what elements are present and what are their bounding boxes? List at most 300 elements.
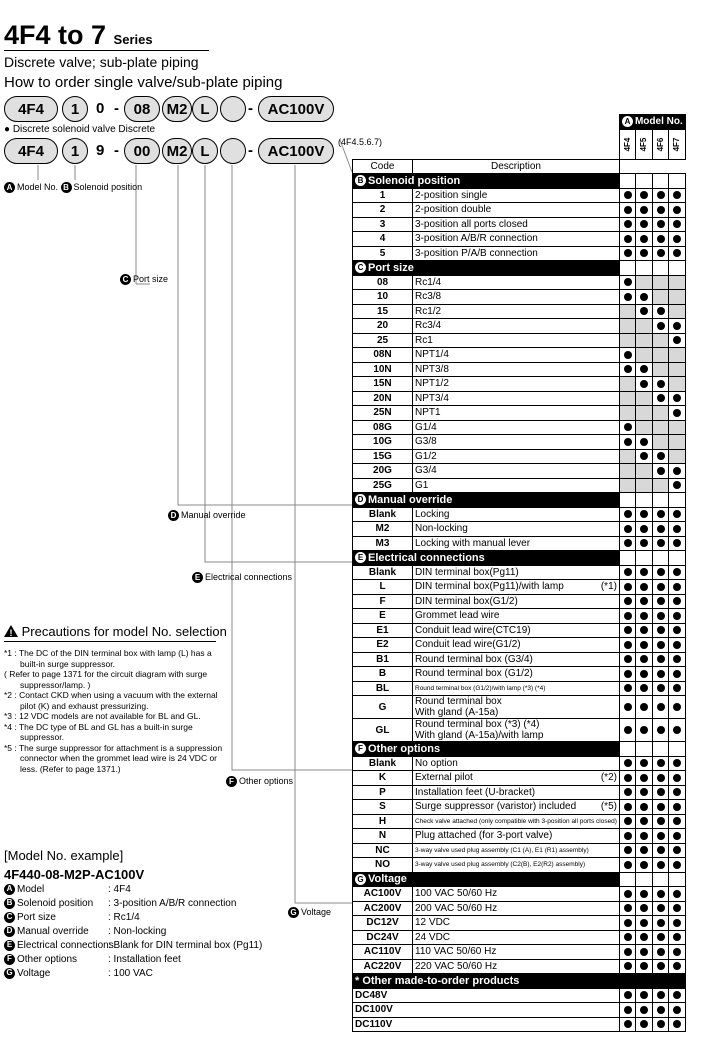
- available-dot: [640, 962, 648, 970]
- availability-cell: [636, 449, 652, 464]
- available-dot: [624, 933, 632, 941]
- note: *4 : The DC type of BL and GL has a built-in surge suppressor.: [4, 721, 193, 742]
- available-dot: [640, 293, 648, 301]
- available-dot: [657, 832, 665, 840]
- order-code-table: A Model No. 4F4 4F5 4F6 4F7 Code Description B Solenoid position 1 2-position single 2 2-position double 3 3-position all ports closed 4 3-position A/B/R connection 5 3-position P/A/B connection C Port size 08 Rc1/4 10 Rc3/8 15 Rc1/2 20 Rc3/4 25 Rc1 08N NPT1/4 10N NPT3/8 15N NPT1/2 20N NPT3/4 25N NPT1 08G G1/4 10G G3/8 15G G1/2 20G G3/4 25G G1 D Manual override Blank Locking M2 Non-locking M3 Locking with manual lever E Electrical connections Blank DIN terminal box(Pg11) L DIN terminal box(Pg11)/with lamp (*1) F DIN terminal box(G1/2) E Grommet lead wire E1 Conduit lead wire(CTC19) E2 Conduit lead wire(G1/2) B1 Round terminal box (G3/4) B Round terminal box (G1/2) BL Round terminal box (G1/2)/with lamp (*3) (*4) G Round terminal box With gland (A-15a) GL Round terminal box (*3) (*4) With gland (A-15a)/with lamp F Other options Blank No option K External pilot (*2) P Installation feet (U-bracket) S Surge suppressor (varistor) included (*5) H Check valve attached (only compatible with 3-position all ports closed) N Plug attached (for 3-port valve) NC 3-way valve used plug assembly (C1 (A), E1 (R1) assembly) NO 3-way valve used plug assembly (C2(B), E2(R2) assembly) G Voltage AC100V 100 VAC 50/60 Hz AC200V 200 VAC 50/60 Hz DC12V 12 VDC DC24V 24 VDC AC110V 110 VAC 50/60 Hz AC220V 220 VAC 50/60 Hz * Other made-to-order products DC48V DC100V DC110V: [352, 114, 686, 1032]
- availability-cell: [636, 319, 652, 334]
- availability-cell: [669, 959, 685, 974]
- available-dot: [657, 307, 665, 315]
- available-dot: [673, 788, 681, 796]
- availability-cell: [669, 362, 685, 377]
- available-dot: [624, 991, 632, 999]
- row-description: NPT1/4: [413, 348, 620, 363]
- example-code: 4F440-08-M2P-AC100V: [4, 867, 145, 882]
- section-header: D Manual override: [353, 493, 686, 508]
- availability-cell: [669, 435, 685, 450]
- available-dot: [657, 904, 665, 912]
- availability-cell: [669, 681, 685, 696]
- row-code: Blank: [353, 565, 413, 580]
- available-dot: [657, 1020, 665, 1028]
- available-dot: [640, 919, 648, 927]
- availability-cell: [669, 304, 685, 319]
- table-row: [353, 756, 686, 771]
- availability-cell: [636, 377, 652, 392]
- section-header: G Voltage: [353, 872, 686, 887]
- how-to-order-heading: How to order single valve/sub-plate piping: [4, 74, 283, 91]
- available-dot: [673, 948, 681, 956]
- row-description: NPT1: [413, 406, 620, 421]
- table-row: [353, 507, 686, 522]
- row-description: Round terminal box (G1/2): [413, 667, 620, 682]
- available-dot: [657, 452, 665, 460]
- availability-cell: [652, 945, 668, 960]
- availability-cell: [636, 478, 652, 493]
- available-dot: [624, 423, 632, 431]
- table-row: [353, 246, 686, 261]
- availability-cell: [619, 945, 635, 960]
- available-dot: [657, 933, 665, 941]
- availability-cell: [669, 756, 685, 771]
- row-description: DIN terminal box(Pg11)/with lamp (*1): [413, 580, 620, 595]
- row-code: 20: [353, 319, 413, 334]
- availability-cell: [619, 275, 635, 290]
- row-description: Non-locking: [413, 522, 620, 537]
- available-dot: [624, 962, 632, 970]
- available-dot: [657, 684, 665, 692]
- available-dot: [640, 452, 648, 460]
- available-dot: [657, 655, 665, 663]
- available-dot: [657, 220, 665, 228]
- table-row: [353, 449, 686, 464]
- row-code: AC220V: [353, 959, 413, 974]
- row-code: G: [353, 696, 413, 719]
- available-dot: [624, 278, 632, 286]
- row-description: Round terminal box (G1/2)/with lamp (*3) (*4): [413, 681, 620, 696]
- available-dot: [673, 803, 681, 811]
- available-dot: [673, 759, 681, 767]
- available-dot: [657, 1006, 665, 1014]
- option-pill: [220, 96, 246, 122]
- table-row: [353, 580, 686, 595]
- availability-cell: [669, 246, 685, 261]
- available-dot: [624, 788, 632, 796]
- row-code: NC: [353, 843, 413, 858]
- available-dot: [624, 684, 632, 692]
- availability-cell: [669, 858, 685, 873]
- row-description: 12 VDC: [413, 916, 620, 931]
- label-other-options: F Other options: [226, 776, 293, 787]
- available-dot: [673, 919, 681, 927]
- availability-cell: [619, 449, 635, 464]
- available-dot: [624, 670, 632, 678]
- availability-cell: [669, 333, 685, 348]
- availability-cell: [636, 945, 652, 960]
- row-description: NPT1/2: [413, 377, 620, 392]
- availability-cell: [652, 188, 668, 203]
- row-code: P: [353, 785, 413, 800]
- availability-cell: [652, 930, 668, 945]
- table-row: [353, 887, 686, 902]
- availability-cell: [669, 1003, 685, 1018]
- availability-cell: [619, 623, 635, 638]
- availability-cell: [636, 232, 652, 247]
- availability-cell: [619, 362, 635, 377]
- available-dot: [640, 774, 648, 782]
- row-description: No option: [413, 756, 620, 771]
- table-row: [353, 290, 686, 305]
- availability-cell: [619, 188, 635, 203]
- dash: -: [114, 142, 119, 159]
- availability-cell: [636, 246, 652, 261]
- available-dot: [657, 948, 665, 956]
- availability-cell: [636, 988, 652, 1003]
- availability-cell: [636, 652, 652, 667]
- availability-cell: [619, 290, 635, 305]
- availability-cell: [652, 959, 668, 974]
- available-dot: [624, 904, 632, 912]
- available-dot: [657, 962, 665, 970]
- available-dot: [640, 220, 648, 228]
- available-dot: [624, 832, 632, 840]
- availability-cell: [669, 843, 685, 858]
- availability-cell: [652, 623, 668, 638]
- available-dot: [640, 191, 648, 199]
- table-row: [353, 275, 686, 290]
- availability-cell: [636, 814, 652, 829]
- availability-cell: [652, 638, 668, 653]
- availability-cell: [669, 565, 685, 580]
- table-row: [353, 771, 686, 786]
- table-row: [353, 362, 686, 377]
- row-description: 2-position single: [413, 188, 620, 203]
- availability-cell: [619, 246, 635, 261]
- availability-cell: [669, 829, 685, 844]
- available-dot: [673, 336, 681, 344]
- availability-cell: [619, 1003, 635, 1018]
- discrete-label: ● Discrete solenoid valve Discrete: [4, 124, 156, 135]
- model-no-header: A Model No.: [619, 115, 685, 130]
- row-description: DIN terminal box(Pg11): [413, 565, 620, 580]
- solenoid-pill: 1: [62, 96, 88, 122]
- row-description: Rc3/4: [413, 319, 620, 334]
- page-title: 4F4 to 7 Series: [4, 20, 153, 50]
- available-dot: [640, 788, 648, 796]
- available-dot: [640, 583, 648, 591]
- row-description: Rc1/4: [413, 275, 620, 290]
- availability-cell: [636, 275, 652, 290]
- availability-cell: [619, 232, 635, 247]
- available-dot: [673, 206, 681, 214]
- availability-cell: [619, 681, 635, 696]
- available-dot: [624, 597, 632, 605]
- availability-cell: [636, 565, 652, 580]
- precautions-rule: [4, 641, 216, 642]
- available-dot: [640, 380, 648, 388]
- available-dot: [640, 612, 648, 620]
- row-description: G1/2: [413, 449, 620, 464]
- available-dot: [673, 510, 681, 518]
- available-dot: [657, 919, 665, 927]
- availability-cell: [636, 609, 652, 624]
- row-code: DC12V: [353, 916, 413, 931]
- available-dot: [657, 788, 665, 796]
- row-description: Rc1: [413, 333, 620, 348]
- table-body: [353, 159, 686, 1032]
- availability-cell: [652, 435, 668, 450]
- availability-cell: [636, 800, 652, 815]
- row-description: 200 VAC 50/60 Hz: [413, 901, 620, 916]
- available-dot: [673, 670, 681, 678]
- availability-cell: [652, 203, 668, 218]
- note: *5 : The surge suppressor for attachment is a suppression connector when the grommet lead wire is 24 VDC or less. (Refer to page 1371.): [4, 742, 223, 774]
- elec-pill: L: [192, 96, 218, 122]
- row-description: Check valve attached (only compatible with 3-position all ports closed): [413, 814, 620, 829]
- availability-cell: [619, 785, 635, 800]
- available-dot: [673, 409, 681, 417]
- table-row: [353, 188, 686, 203]
- available-dot: [673, 890, 681, 898]
- label-manual-override: D Manual override: [168, 510, 246, 521]
- row-code: 10G: [353, 435, 413, 450]
- availability-cell: [669, 391, 685, 406]
- availability-cell: [636, 522, 652, 537]
- availability-cell: [619, 377, 635, 392]
- availability-cell: [669, 464, 685, 479]
- available-dot: [673, 322, 681, 330]
- availability-cell: [652, 522, 668, 537]
- availability-cell: [669, 638, 685, 653]
- row-description: Grommet lead wire: [413, 609, 620, 624]
- availability-cell: [619, 522, 635, 537]
- row-code: K: [353, 771, 413, 786]
- table-row: [353, 348, 686, 363]
- row-description: Rc1/2: [413, 304, 620, 319]
- table-row: [353, 843, 686, 858]
- row-description: Round terminal box (*3) (*4) With gland (A-15a)/with lamp: [413, 719, 620, 742]
- dash: -: [248, 100, 253, 117]
- availability-cell: [619, 478, 635, 493]
- example-row: F Other options : Installation feet: [4, 953, 262, 967]
- row-code: 5: [353, 246, 413, 261]
- available-dot: [640, 933, 648, 941]
- example-row: E Electrical connections : Blank for DIN terminal box (Pg11): [4, 939, 262, 953]
- availability-cell: [636, 785, 652, 800]
- availability-cell: [669, 580, 685, 595]
- availability-cell: [669, 771, 685, 786]
- availability-cell: [669, 652, 685, 667]
- available-dot: [640, 832, 648, 840]
- availability-cell: [636, 203, 652, 218]
- row-code: AC100V: [353, 887, 413, 902]
- table-row: [353, 945, 686, 960]
- row-code: 20G: [353, 464, 413, 479]
- table-row: [353, 930, 686, 945]
- availability-cell: [652, 580, 668, 595]
- availability-cell: [636, 887, 652, 902]
- available-dot: [624, 803, 632, 811]
- availability-cell: [619, 536, 635, 551]
- available-dot: [673, 832, 681, 840]
- available-dot: [624, 438, 632, 446]
- available-dot: [657, 191, 665, 199]
- availability-cell: [669, 1017, 685, 1032]
- available-dot: [624, 817, 632, 825]
- row-code: 3: [353, 217, 413, 232]
- availability-cell: [619, 916, 635, 931]
- availability-cell: [652, 843, 668, 858]
- table-row: DC100V: [353, 1003, 686, 1018]
- available-dot: [657, 235, 665, 243]
- availability-cell: [619, 829, 635, 844]
- available-dot: [657, 249, 665, 257]
- availability-cell: [652, 887, 668, 902]
- available-dot: [624, 1006, 632, 1014]
- available-dot: [673, 774, 681, 782]
- available-dot: [624, 846, 632, 854]
- available-dot: [640, 206, 648, 214]
- available-dot: [624, 759, 632, 767]
- row-code: Blank: [353, 507, 413, 522]
- table-row: [353, 638, 686, 653]
- available-dot: [640, 438, 648, 446]
- row-code: N: [353, 829, 413, 844]
- availability-cell: [669, 449, 685, 464]
- row-code: 15N: [353, 377, 413, 392]
- availability-cell: [636, 623, 652, 638]
- availability-cell: [669, 348, 685, 363]
- row-code: S: [353, 800, 413, 815]
- row-code: 1: [353, 188, 413, 203]
- availability-cell: [619, 217, 635, 232]
- row-code: 08G: [353, 420, 413, 435]
- availability-cell: [669, 696, 685, 719]
- availability-cell: [636, 959, 652, 974]
- table-row: [353, 916, 686, 931]
- available-dot: [640, 249, 648, 257]
- availability-cell: [636, 667, 652, 682]
- availability-cell: [652, 478, 668, 493]
- available-dot: [640, 597, 648, 605]
- available-dot: [624, 220, 632, 228]
- table-row: [353, 901, 686, 916]
- row-code: E: [353, 609, 413, 624]
- row-description: 3-way valve used plug assembly (C1 (A), E1 (R1) assembly): [413, 843, 620, 858]
- availability-cell: [636, 580, 652, 595]
- availability-cell: [636, 536, 652, 551]
- row-description: 3-position A/B/R connection: [413, 232, 620, 247]
- example-row: G Voltage : 100 VAC: [4, 967, 262, 981]
- label-electrical: E Electrical connections: [192, 572, 292, 583]
- table-row: [353, 536, 686, 551]
- available-dot: [673, 904, 681, 912]
- availability-cell: [652, 391, 668, 406]
- available-dot: [624, 612, 632, 620]
- override-pill: M2: [162, 96, 192, 122]
- availability-cell: [669, 719, 685, 742]
- available-dot: [624, 525, 632, 533]
- example-row: B Solenoid position : 3-position A/B/R connection: [4, 897, 262, 911]
- availability-cell: [669, 507, 685, 522]
- table-row: [353, 565, 686, 580]
- port-pill: 08: [124, 96, 160, 122]
- available-dot: [640, 1006, 648, 1014]
- available-dot: [657, 759, 665, 767]
- series-pill: 4F4: [4, 138, 58, 164]
- availability-cell: [652, 275, 668, 290]
- available-dot: [673, 726, 681, 734]
- row-code: AC200V: [353, 901, 413, 916]
- available-dot: [657, 726, 665, 734]
- available-dot: [624, 861, 632, 869]
- table-row: [353, 232, 686, 247]
- row-description: Round terminal box (G3/4): [413, 652, 620, 667]
- label-port-size: C Port size: [120, 274, 168, 285]
- available-dot: [624, 510, 632, 518]
- availability-cell: [652, 829, 668, 844]
- available-dot: [640, 684, 648, 692]
- note: ( Refer to page 1371 for the circuit diagram with surge suppressor/lamp. ): [4, 669, 208, 690]
- available-dot: [657, 583, 665, 591]
- row-description: 2-position double: [413, 203, 620, 218]
- available-dot: [640, 890, 648, 898]
- row-code: M2: [353, 522, 413, 537]
- availability-cell: [636, 435, 652, 450]
- availability-cell: [652, 696, 668, 719]
- row-code: 25N: [353, 406, 413, 421]
- voltage-pill: AC100V: [258, 138, 334, 164]
- available-dot: [657, 861, 665, 869]
- elec-pill: L: [192, 138, 218, 164]
- section-header: * Other made-to-order products: [353, 974, 686, 989]
- availability-cell: [636, 843, 652, 858]
- availability-cell: [669, 290, 685, 305]
- availability-cell: [619, 719, 635, 742]
- available-dot: [673, 861, 681, 869]
- available-dot: [624, 655, 632, 663]
- available-dot: [657, 380, 665, 388]
- row-code: B1: [353, 652, 413, 667]
- row-description: 3-way valve used plug assembly (C2(B), E2(R2) assembly): [413, 858, 620, 873]
- available-dot: [673, 612, 681, 620]
- available-dot: [673, 1006, 681, 1014]
- availability-cell: [636, 406, 652, 421]
- row-code: 15G: [353, 449, 413, 464]
- table-row: [353, 391, 686, 406]
- available-dot: [657, 774, 665, 782]
- availability-cell: [636, 719, 652, 742]
- availability-cell: [619, 580, 635, 595]
- available-dot: [624, 583, 632, 591]
- available-dot: [640, 568, 648, 576]
- table-row: [353, 959, 686, 974]
- available-dot: [657, 510, 665, 518]
- availability-cell: [619, 333, 635, 348]
- available-dot: [640, 307, 648, 315]
- available-dot: [624, 539, 632, 547]
- available-dot: [640, 759, 648, 767]
- table-row: [353, 696, 686, 719]
- section-header: B Solenoid position: [353, 174, 686, 189]
- table-row: [353, 522, 686, 537]
- example-heading: [Model No. example]: [4, 848, 124, 863]
- table-row: DC48V: [353, 988, 686, 1003]
- available-dot: [624, 641, 632, 649]
- available-dot: [657, 890, 665, 898]
- table-row: [353, 785, 686, 800]
- available-dot: [673, 1020, 681, 1028]
- availability-cell: [669, 594, 685, 609]
- row-code: B: [353, 667, 413, 682]
